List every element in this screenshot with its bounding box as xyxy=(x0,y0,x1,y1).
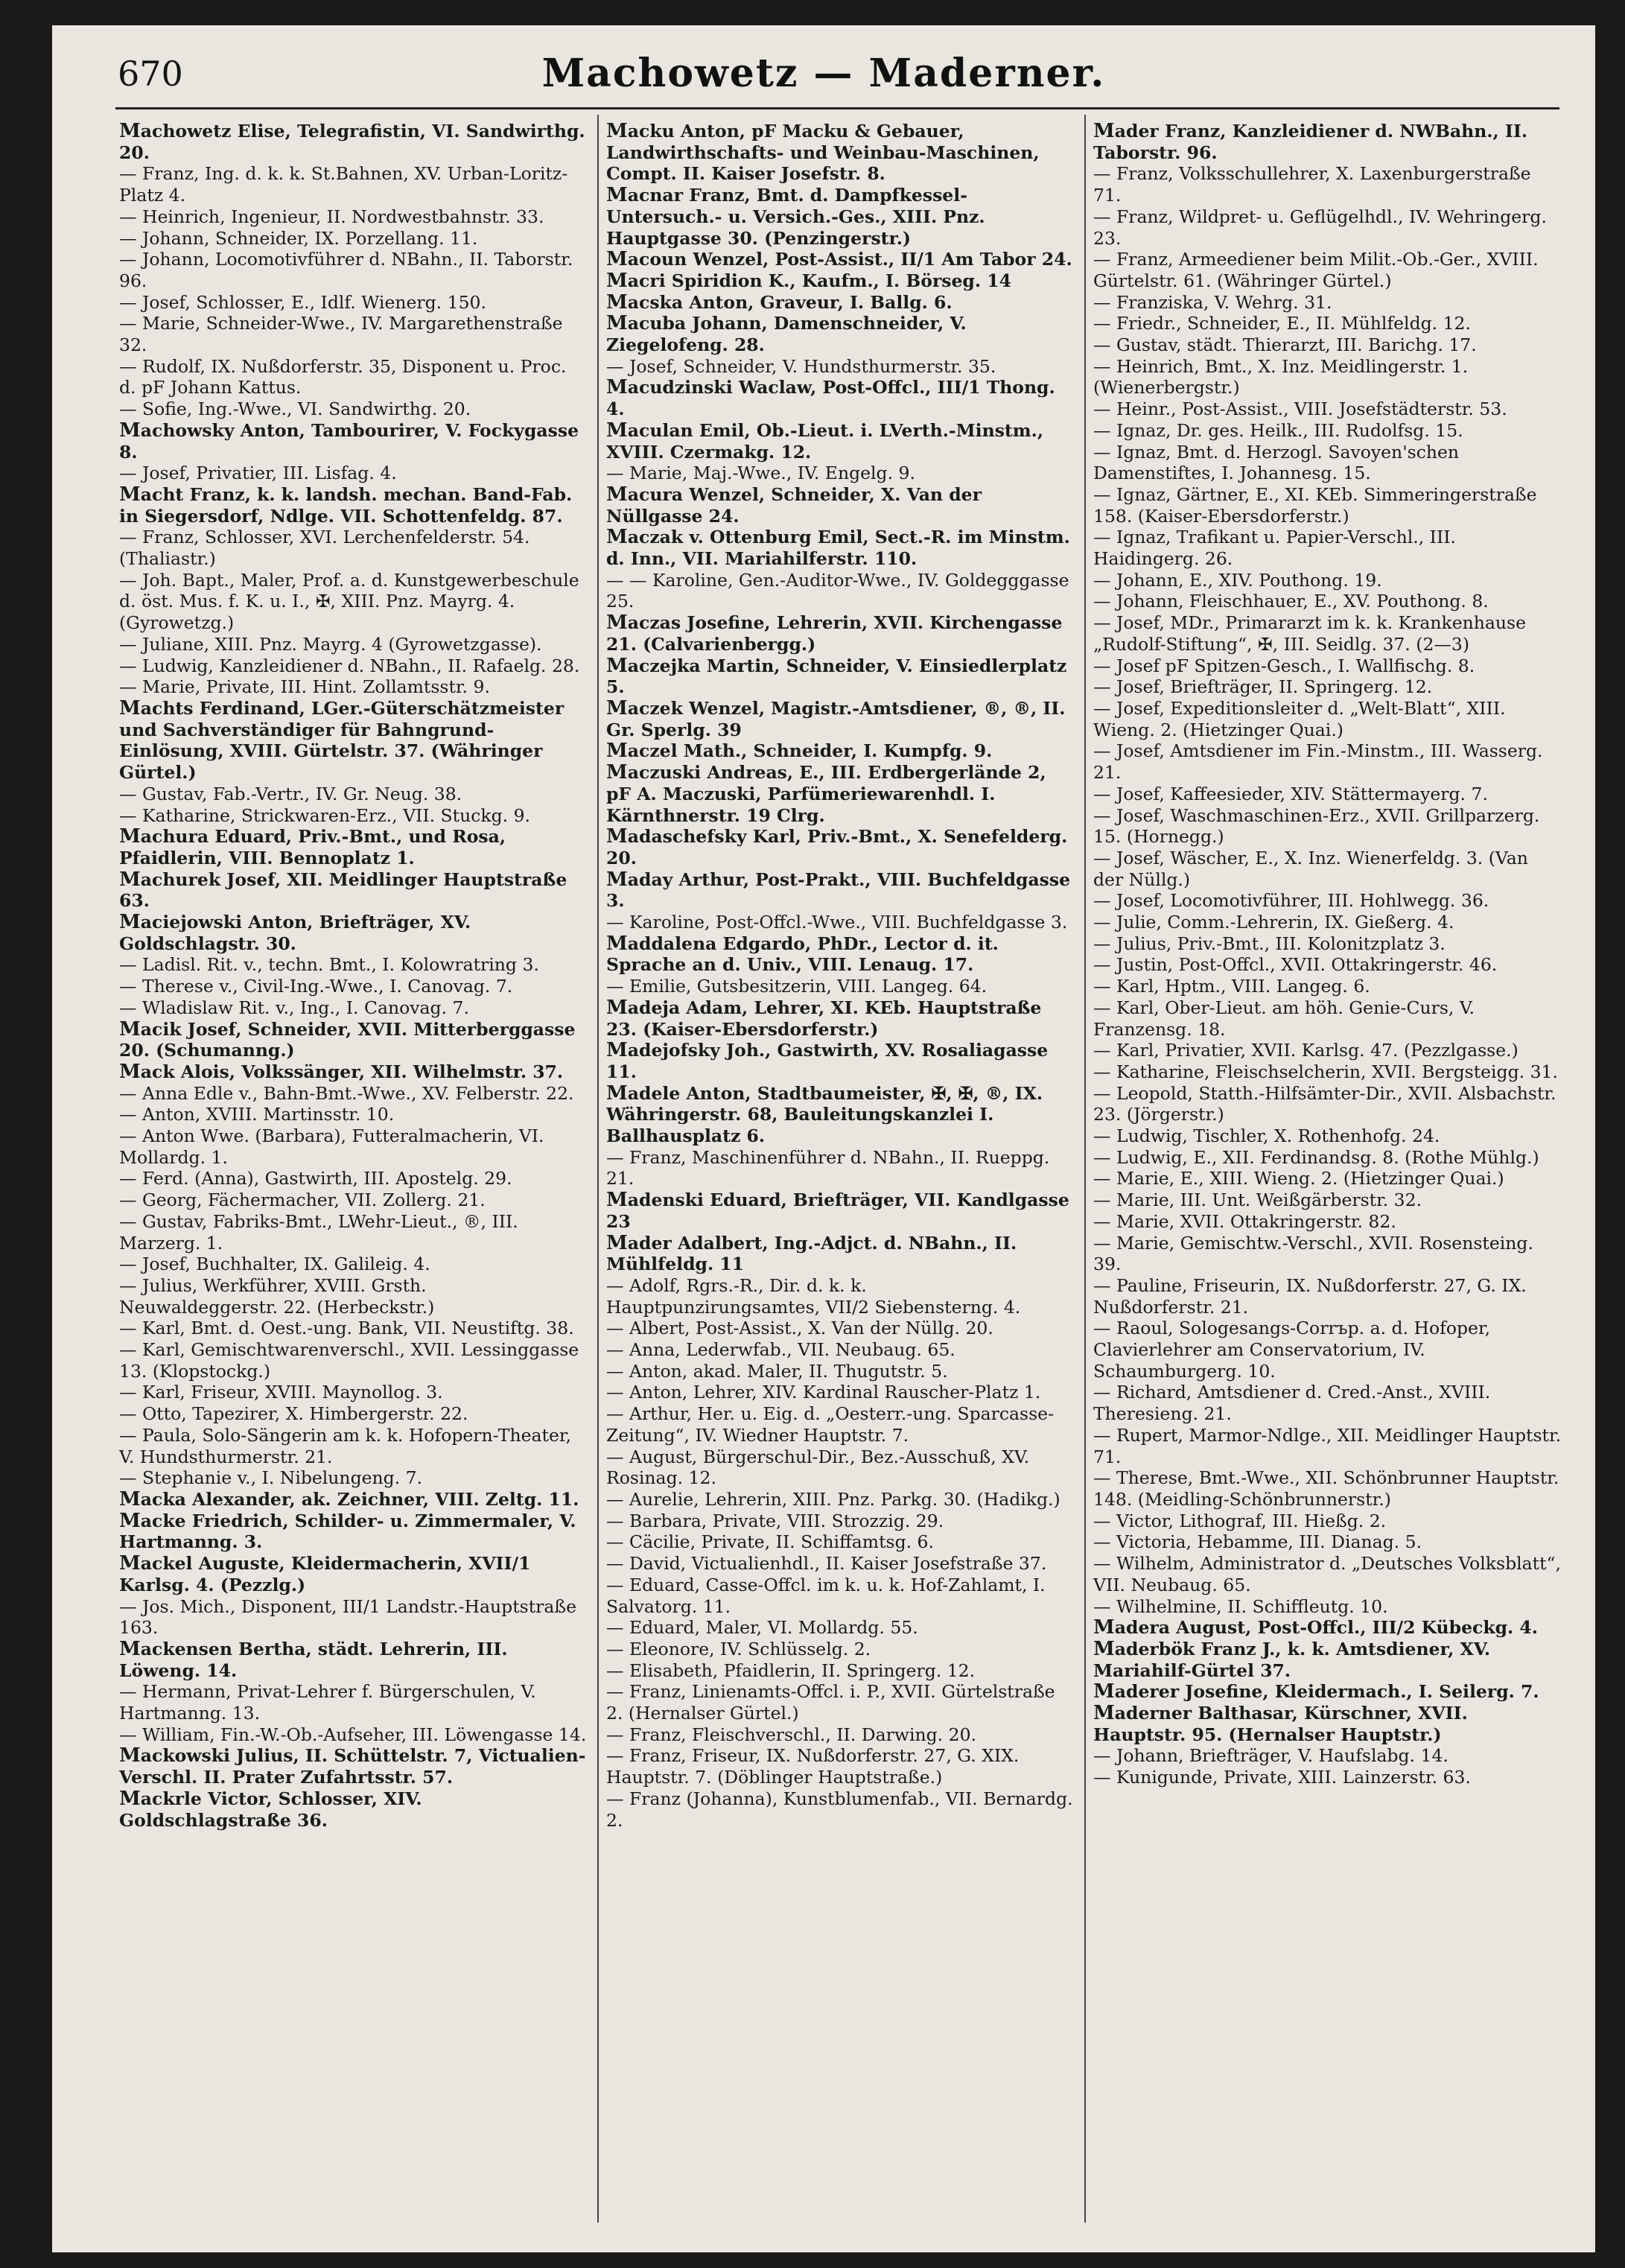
directory-entry-sub: — Franz, Maschinenführer d. NBahn., II. Rueppg. 21. xyxy=(606,1146,1050,1189)
directory-entry-sub: — Eduard, Casse-Offcl. im k. u. k. Hof-Zahlamt, I. Salvatorg. 11. xyxy=(606,1574,1046,1617)
directory-entry-main: Madera August, Post-Offcl., III/2 Kübeckg. 4. xyxy=(1093,1616,1538,1639)
directory-entry-sub: — Karl, Hptm., VIII. Langeg. 6. xyxy=(1093,976,1370,997)
directory-entry-sub: — Franz, Linienamts-Offcl. i. P., XVII. Gürtelstraße 2. (Hernalser Gürtel.) xyxy=(606,1681,1055,1724)
directory-entry-main: Macudzinski Waclaw, Post-Offcl., III/1 Thong. 4. xyxy=(606,376,1055,420)
directory-entry-sub: — Joh. Bapt., Maler, Prof. a. d. Kunstgewerbeschule d. öst. Mus. f. K. u. I., ✠, XIII. Pnz. Mayrg. 4. (Gyrowetzg.) xyxy=(119,569,579,634)
directory-entry-sub: — Aurelie, Lehrerin, XIII. Pnz. Parkg. 30. (Hadikg.) xyxy=(606,1489,1060,1510)
directory-entry-sub: — Wilhelmine, II. Schiffleutg. 10. xyxy=(1093,1595,1388,1617)
directory-entry-sub: — Justin, Post-Offcl., XVII. Ottakringerstr. 46. xyxy=(1093,954,1498,976)
directory-entry-main: Macka Alexander, ak. Zeichner, VIII. Zeltg. 11. xyxy=(119,1488,579,1511)
directory-entry-main: Madeja Adam, Lehrer, XI. KEb. Hauptstraße 23. (Kaiser-Ebersdorferstr.) xyxy=(606,996,1042,1040)
directory-entry-main: Maderner Balthasar, Kürschner, XVII. Hauptstr. 95. (Hernalser Hauptstr.) xyxy=(1093,1702,1468,1745)
directory-entry-sub: — Wladislaw Rit. v., Ing., I. Canovag. 7. xyxy=(119,997,469,1018)
directory-column-2 xyxy=(606,121,1075,2221)
directory-entry-main: Macska Anton, Graveur, I. Ballg. 6. xyxy=(606,290,953,314)
directory-entry-sub: — Otto, Tapezirer, X. Himbergerstr. 22. xyxy=(119,1403,468,1425)
directory-entry-sub: — Josef, Schneider, V. Hundsthurmerstr. 35. xyxy=(606,355,996,377)
directory-entry-sub: — Johann, Briefträger, V. Haufslabg. 14. xyxy=(1093,1745,1448,1767)
directory-entry-sub: — Paula, Solo-Sängerin am k. k. Hofopern-Theater, V. Hundsthurmerstr. 21. xyxy=(119,1424,571,1467)
directory-entry-main: Maczejka Martin, Schneider, V. Einsiedlerplatz 5. xyxy=(606,654,1067,698)
directory-entry-sub: — Heinrich, Ingenieur, II. Nordwestbahnstr. 33. xyxy=(119,206,544,227)
directory-entry-sub: — Ignaz, Bmt. d. Herzogl. Savoyen'schen Damenstiftes, I. Johannesg. 15. xyxy=(1093,441,1460,484)
directory-entry-sub: — Eleonore, IV. Schlüsselg. 2. xyxy=(606,1638,871,1659)
directory-entry-main: Madenski Eduard, Briefträger, VII. Kandlgasse 23 xyxy=(606,1189,1069,1232)
directory-entry-main: Maczek Wenzel, Magistr.-Amtsdiener, ®, ®, II. Gr. Sperlg. 39 xyxy=(606,696,1066,740)
directory-column-1 xyxy=(119,121,588,2221)
directory-entry-main: Macri Spiridion K., Kaufm., I. Börseg. 14 xyxy=(606,269,1011,292)
directory-entry-sub: — Marie, III. Unt. Weißgärberstr. 32. xyxy=(1093,1189,1422,1211)
directory-entry-sub: — Julius, Werkführer, XVIII. Grsth. Neuwaldeggerstr. 22. (Herbeckstr.) xyxy=(119,1274,435,1318)
directory-entry-sub: — Pauline, Friseurin, IX. Nußdorferstr. 27, G. IX. Nußdorferstr. 21. xyxy=(1093,1274,1527,1318)
directory-entry-main: Maczas Josefine, Lehrerin, XVII. Kirchengasse 21. (Calvarienbergg.) xyxy=(606,612,1063,655)
directory-entry-main: Macuba Johann, Damenschneider, V. Ziegelofeng. 28. xyxy=(606,312,967,356)
directory-entry-main: Machowsky Anton, Tambourirer, V. Fockygasse 8. xyxy=(119,419,579,463)
directory-entry-sub: — Leopold, Statth.-Hilfsämter-Dir., XVII. Alsbachstr. 23. (Jörgerstr.) xyxy=(1093,1082,1556,1125)
column-divider xyxy=(1084,115,1086,2223)
directory-entry-main: Mack Alois, Volkssänger, XII. Wilhelmstr. 37. xyxy=(119,1060,564,1083)
directory-entry-sub: — Hermann, Privat-Lehrer f. Bürgerschulen, V. Hartmanng. 13. xyxy=(119,1681,536,1724)
directory-entry-sub: — Wilhelm, Administrator d. „Deutsches Volksblatt“, VII. Neubaug. 65. xyxy=(1093,1553,1562,1595)
directory-column-3 xyxy=(1093,121,1562,2221)
directory-entry-sub: — Ludwig, E., XII. Ferdinandsg. 8. (Rothe Mühlg.) xyxy=(1093,1146,1539,1168)
directory-entry-sub: — Ladisl. Rit. v., techn. Bmt., I. Kolowratring 3. xyxy=(119,954,539,976)
directory-entry-main: Macik Josef, Schneider, XVII. Mitterberggasse 20. (Schumanng.) xyxy=(119,1017,576,1061)
directory-entry-sub: — Franziska, V. Wehrg. 31. xyxy=(1093,291,1332,313)
directory-entry-sub: — Johann, Locomotivführer d. NBahn., II. Taborstr. 96. xyxy=(119,249,573,291)
directory-entry-sub: — Karl, Privatier, XVII. Karlsg. 47. (Pezzlgasse.) xyxy=(1093,1040,1519,1061)
directory-entry-sub: — Josef, Schlosser, E., Idlf. Wienerg. 150. xyxy=(119,291,486,313)
directory-entry-sub: — August, Bürgerschul-Dir., Bez.-Ausschuß, XV. Rosinag. 12. xyxy=(606,1446,1030,1489)
directory-entry-main: Maderer Josefine, Kleidermach., I. Seilerg. 7. xyxy=(1093,1680,1539,1703)
directory-entry-sub: — Therese, Bmt.-Wwe., XII. Schönbrunner Hauptstr. 148. (Meidling-Schönbrunnerstr.) xyxy=(1093,1467,1559,1510)
directory-entry-sub: — Eduard, Maler, VI. Mollardg. 55. xyxy=(606,1617,918,1639)
directory-entry-sub: — Juliane, XIII. Pnz. Mayrg. 4 (Gyrowetzgasse). xyxy=(119,633,542,655)
directory-entry-sub: — Marie, E., XIII. Wieng. 2. (Hietzinger Quai.) xyxy=(1093,1168,1504,1189)
directory-entry-main: Mackrle Victor, Schlosser, XIV. Goldschlagstraße 36. xyxy=(119,1787,422,1831)
directory-entry-sub: — Ludwig, Kanzleidiener d. NBahn., II. Rafaelg. 28. xyxy=(119,655,580,676)
directory-entry-sub: — Marie, Private, III. Hint. Zollamtsstr. 9. xyxy=(119,676,490,698)
directory-entry-sub: — Heinr., Post-Assist., VIII. Josefstädterstr. 53. xyxy=(1093,398,1507,420)
directory-entry-main: Maculan Emil, Ob.-Lieut. i. LVerth.-Minstm., XVIII. Czermakg. 12. xyxy=(606,419,1044,463)
directory-entry-sub: — Marie, Maj.-Wwe., IV. Engelg. 9. xyxy=(606,463,915,484)
directory-entry-sub: — Karoline, Post-Offcl.-Wwe., VIII. Buchfeldgasse 3. xyxy=(606,912,1068,933)
directory-entry-sub: — Josef, Briefträger, II. Springerg. 12. xyxy=(1093,676,1433,698)
directory-entry-sub: — Franz, Fleischverschl., II. Darwing. 20. xyxy=(606,1724,976,1745)
directory-entry-sub: — Josef, Waschmaschinen-Erz., XVII. Grillparzerg. 15. (Hornegg.) xyxy=(1093,804,1540,848)
directory-entry-sub: — Franz, Volksschullehrer, X. Laxenburgerstraße 71. xyxy=(1093,163,1531,206)
directory-entry-sub: — Sofie, Ing.-Wwe., VI. Sandwirthg. 20. xyxy=(119,398,471,420)
directory-entry-main: Mackensen Bertha, städt. Lehrerin, III. Löweng. 14. xyxy=(119,1637,508,1681)
directory-entry-sub: — Franz, Schlosser, XVI. Lerchenfelderstr. 54. (Thaliastr.) xyxy=(119,527,530,570)
directory-entry-sub: — Julie, Comm.-Lehrerin, IX. Gießerg. 4. xyxy=(1093,912,1454,933)
directory-entry-sub: — Arthur, Her. u. Eig. d. „Oesterr.-ung. Sparcasse-Zeitung“, IV. Wiedner Hauptstr. 7. xyxy=(606,1403,1055,1446)
directory-entry-main: Maczak v. Ottenburg Emil, Sect.-R. im Minstm. d. Inn., VII. Mariahilferstr. 110. xyxy=(606,526,1070,570)
directory-entry-sub: — Victoria, Hebamme, III. Dianag. 5. xyxy=(1093,1531,1422,1553)
directory-entry-sub: — Johann, Schneider, IX. Porzellang. 11. xyxy=(119,227,478,249)
directory-entry-sub: — Karl, Gemischtwarenverschl., XVII. Lessinggasse 13. (Klopstockg.) xyxy=(119,1339,579,1382)
directory-entry-main: Machts Ferdinand, LGer.-Güterschätzmeister und Sachverständiger für Bahngrund-Einlösung, XVIII. Gürtelstr. 37. (Währinger Gürtel.) xyxy=(119,696,565,784)
directory-entry-main: Maciejowski Anton, Briefträger, XV. Goldschlagstr. 30. xyxy=(119,911,471,954)
directory-entry-sub: — Marie, Gemischtw.-Verschl., XVII. Rosensteing. 39. xyxy=(1093,1232,1533,1275)
directory-entry-sub: — Adolf, Rgrs.-R., Dir. d. k. k. Hauptpunzirungsamtes, VII/2 Siebensterng. 4. xyxy=(606,1274,1021,1318)
directory-entry-main: Maczel Math., Schneider, I. Kumpfg. 9. xyxy=(606,740,993,763)
directory-entry-sub: — Anton, XVIII. Martinsstr. 10. xyxy=(119,1104,395,1125)
directory-entry-main: Mackowski Julius, II. Schüttelstr. 7, Victualien-Verschl. II. Prater Zufahrtsstr. 57. xyxy=(119,1744,586,1788)
column-divider xyxy=(597,115,599,2223)
directory-entry-sub: — Stephanie v., I. Nibelungeng. 7. xyxy=(119,1467,423,1489)
directory-entry-sub: — Gustav, Fab.-Vertr., IV. Gr. Neug. 38. xyxy=(119,783,462,804)
directory-entry-main: Mackel Auguste, Kleidermacherin, XVII/1 Karlsg. 4. (Pezzlg.) xyxy=(119,1552,531,1595)
directory-entry-sub: — — Karoline, Gen.-Auditor-Wwe., IV. Goldegggasse 25. xyxy=(606,569,1069,612)
directory-entry-sub: — Franz, Armeediener beim Milit.-Ob.-Ger., XVIII. Gürtelstr. 61. (Währinger Gürtel.) xyxy=(1093,249,1539,291)
directory-entry-sub: — Julius, Priv.-Bmt., III. Kolonitzplatz 3. xyxy=(1093,933,1446,954)
directory-entry-main: Madele Anton, Stadtbaumeister, ✠, ✠, ®, IX. Währingerstr. 68, Bauleitungskanzlei I. Ballhausplatz 6. xyxy=(606,1081,1043,1147)
directory-entry-sub: — Richard, Amtsdiener d. Cred.-Anst., XVIII. Theresieng. 21. xyxy=(1093,1382,1491,1425)
directory-entry-sub: — Emilie, Gutsbesitzerin, VIII. Langeg. 64. xyxy=(606,976,988,997)
directory-entry-sub: — Franz (Johanna), Kunstblumenfab., VII. Bernardg. 2. xyxy=(606,1788,1073,1831)
directory-entry-main: Machurek Josef, XII. Meidlinger Hauptstraße 63. xyxy=(119,868,567,912)
directory-entry-sub: — William, Fin.-W.-Ob.-Aufseher, III. Löwengasse 14. xyxy=(119,1724,587,1745)
directory-entry-main: Macku Anton, pF Macku & Gebauer, Landwirthschafts- und Weinbau-Maschinen, Compt. II. Kaiser Josefstr. 8. xyxy=(606,121,1040,185)
directory-entry-sub: — Ferd. (Anna), Gastwirth, III. Apostelg. 29. xyxy=(119,1168,512,1189)
directory-entry-sub: — Karl, Bmt. d. Oest.-ung. Bank, VII. Neustiftg. 38. xyxy=(119,1318,574,1339)
directory-entry-sub: — Ludwig, Tischler, X. Rothenhofg. 24. xyxy=(1093,1125,1440,1147)
directory-entry-sub: — Heinrich, Bmt., X. Inz. Meidlingerstr. 1. (Wienerbergstr.) xyxy=(1093,355,1469,398)
directory-entry-sub: — Karl, Ober-Lieut. am höh. Genie-Curs, V. Franzensg. 18. xyxy=(1093,997,1475,1040)
header-rule xyxy=(115,107,1559,109)
directory-entry-main: Maderbök Franz J., k. k. Amtsdiener, XV. Mariahilf-Gürtel 37. xyxy=(1093,1637,1491,1681)
directory-entry-sub: — Franz, Wildpret- u. Geflügelhdl., IV. Wehringerg. 23. xyxy=(1093,206,1547,249)
directory-entry-sub: — Josef, Buchhalter, IX. Galileig. 4. xyxy=(119,1254,430,1275)
directory-entry-main: Madaschefsky Karl, Priv.-Bmt., X. Senefelderg. 20. xyxy=(606,825,1068,868)
directory-entry-main: Mader Franz, Kanzleidiener d. NWBahn., II. Taborstr. 96. xyxy=(1093,121,1528,163)
directory-entry-sub: — Josef, MDr., Primararzt im k. k. Krankenhause „Rudolf-Stiftung“, ✠, III. Seidlg. 37. (2—3) xyxy=(1093,612,1526,655)
directory-entry-sub: — Ignaz, Gärtner, E., XI. KEb. Simmeringerstraße 158. (Kaiser-Ebersdorferstr.) xyxy=(1093,483,1537,527)
directory-entry-sub: — Katharine, Fleischselcherin, XVII. Bergsteigg. 31. xyxy=(1093,1061,1558,1082)
directory-entry-sub: — Kunigunde, Private, XIII. Lainzerstr. 63. xyxy=(1093,1767,1471,1788)
directory-entry-sub: — Ignaz, Trafikant u. Papier-Verschl., III. Haidingerg. 26. xyxy=(1093,527,1456,570)
directory-entry-main: Macnar Franz, Bmt. d. Dampfkessel-Untersuch.- u. Versich.-Ges., XIII. Pnz. Hauptgasse 30. (Penzingerstr.) xyxy=(606,184,985,249)
directory-entry-main: Maday Arthur, Post-Prakt., VIII. Buchfeldgasse 3. xyxy=(606,868,1071,912)
directory-entry-sub: — Marie, Schneider-Wwe., IV. Margarethenstraße 32. xyxy=(119,313,563,356)
directory-entry-sub: — Ignaz, Dr. ges. Heilk., III. Rudolfsg. 15. xyxy=(1093,419,1463,441)
directory-entry-sub: — Anton Wwe. (Barbara), Futteralmacherin, VI. Mollardg. 1. xyxy=(119,1125,544,1168)
directory-entry-sub: — Katharine, Strickwaren-Erz., VII. Stuckg. 9. xyxy=(119,804,531,826)
directory-entry-sub: — Georg, Fächermacher, VII. Zollerg. 21. xyxy=(119,1189,486,1211)
directory-entry-sub: — Cäcilie, Private, II. Schiffamtsg. 6. xyxy=(606,1531,934,1553)
directory-entry-main: Machura Eduard, Priv.-Bmt., und Rosa, Pfaidlerin, VIII. Bennoplatz 1. xyxy=(119,825,506,868)
directory-entry-sub: — Anton, akad. Maler, II. Thugutstr. 5. xyxy=(606,1360,948,1382)
page-number: 670 xyxy=(118,54,183,94)
directory-entry-sub: — Victor, Lithograf, III. Hießg. 2. xyxy=(1093,1510,1387,1531)
directory-entry-sub: — Marie, XVII. Ottakringerstr. 82. xyxy=(1093,1210,1396,1232)
directory-page xyxy=(52,25,1595,2252)
running-title: Machowetz — Maderner. xyxy=(541,51,1106,96)
directory-entry-sub: — Friedr., Schneider, E., II. Mühlfeldg. 12. xyxy=(1093,313,1471,334)
directory-entry-sub: — Josef pF Spitzen-Gesch., I. Wallfischg. 8. xyxy=(1093,655,1475,676)
directory-entry-sub: — Josef, Kaffeesieder, XIV. Stättermayerg. 7. xyxy=(1093,783,1488,804)
directory-entry-sub: — Franz, Friseur, IX. Nußdorferstr. 27, G. XIX. Hauptstr. 7. (Döblinger Hauptstraße.) xyxy=(606,1745,1020,1788)
directory-entry-sub: — Josef, Wäscher, E., X. Inz. Wienerfeldg. 3. (Van der Nüllg.) xyxy=(1093,847,1528,890)
directory-entry-sub: — Josef, Privatier, III. Lisfag. 4. xyxy=(119,463,397,484)
directory-entry-main: Macura Wenzel, Schneider, X. Van der Nüllgasse 24. xyxy=(606,483,982,527)
directory-entry-sub: — Albert, Post-Assist., X. Van der Nüllg. 20. xyxy=(606,1318,993,1339)
directory-entry-main: Macoun Wenzel, Post-Assist., II/1 Am Tabor 24. xyxy=(606,248,1072,271)
directory-entry-sub: — Johann, E., XIV. Pouthong. 19. xyxy=(1093,569,1382,591)
directory-entry-sub: — Gustav, städt. Thierarzt, III. Barichg. 17. xyxy=(1093,334,1477,356)
directory-entry-sub: — Therese v., Civil-Ing.-Wwe., I. Canovag. 7. xyxy=(119,976,513,997)
directory-entry-main: Macke Friedrich, Schilder- u. Zimmermaler, V. Hartmanng. 3. xyxy=(119,1509,576,1553)
directory-entry-sub: — Franz, Ing. d. k. k. St.Bahnen, XV. Urban-Loritz-Platz 4. xyxy=(119,163,568,206)
directory-entry-sub: — Josef, Locomotivführer, III. Hohlwegg. 36. xyxy=(1093,890,1489,912)
directory-entry-main: Maddalena Edgardo, PhDr., Lector d. it. Sprache an d. Univ., VIII. Lenaug. 17. xyxy=(606,932,999,976)
directory-entry-main: Maczuski Andreas, E., III. Erdbergerlände 2, pF A. Maczuski, Parfümeriewarenhdl. I. Kärnthnerstr. 19 Clrg. xyxy=(606,761,1046,826)
directory-entry-sub: — Rudolf, IX. Nußdorferstr. 35, Disponent u. Proc. d. pF Johann Kattus. xyxy=(119,355,567,398)
directory-entry-sub: — Elisabeth, Pfaidlerin, II. Springerg. 12. xyxy=(606,1659,976,1681)
directory-entry-main: Machowetz Elise, Telegrafistin, VI. Sandwirthg. 20. xyxy=(119,121,585,163)
directory-entry-sub: — Josef, Expeditionsleiter d. „Welt-Blatt“, XIII. Wieng. 2. (Hietzinger Quai.) xyxy=(1093,697,1506,740)
directory-entry-sub: — Barbara, Private, VIII. Strozzig. 29. xyxy=(606,1510,944,1531)
directory-entry-main: Madejofsky Joh., Gastwirth, XV. Rosaliagasse 11. xyxy=(606,1039,1049,1082)
directory-entry-sub: — Johann, Fleischhauer, E., XV. Pouthong. 8. xyxy=(1093,591,1489,612)
directory-entry-sub: — Jos. Mich., Disponent, III/1 Landstr.-Hauptstraße 163. xyxy=(119,1595,577,1639)
directory-entry-sub: — David, Victualienhdl., II. Kaiser Josefstraße 37. xyxy=(606,1553,1047,1575)
directory-entry-sub: — Josef, Amtsdiener im Fin.-Minstm., III. Wasserg. 21. xyxy=(1093,740,1543,784)
directory-entry-main: Macht Franz, k. k. landsh. mechan. Band-Fab. in Siegersdorf, Ndlge. VII. Schottenfeldg. 87. xyxy=(119,483,573,527)
directory-entry-sub: — Anna Edle v., Bahn-Bmt.-Wwe., XV. Felberstr. 22. xyxy=(119,1082,574,1104)
directory-entry-sub: — Raoul, Sologesangs-Corrър. a. d. Hofoper, Clavierlehrer am Conservatorium, IV. Schaumburgerg. 10. xyxy=(1093,1318,1491,1382)
directory-entry-sub: — Gustav, Fabriks-Bmt., LWehr-Lieut., ®, III. Marzerg. 1. xyxy=(119,1210,518,1254)
directory-entry-sub: — Anna, Lederwfab., VII. Neubaug. 65. xyxy=(606,1339,955,1361)
directory-entry-sub: — Anton, Lehrer, XIV. Kardinal Rauscher-Platz 1. xyxy=(606,1382,1041,1403)
directory-entry-main: Mader Adalbert, Ing.-Adjct. d. NBahn., II. Mühlfeldg. 11 xyxy=(606,1231,1017,1275)
directory-entry-sub: — Rupert, Marmor-Ndlge., XII. Meidlinger Hauptstr. 71. xyxy=(1093,1424,1562,1467)
directory-entry-sub: — Karl, Friseur, XVIII. Maynollog. 3. xyxy=(119,1382,443,1403)
